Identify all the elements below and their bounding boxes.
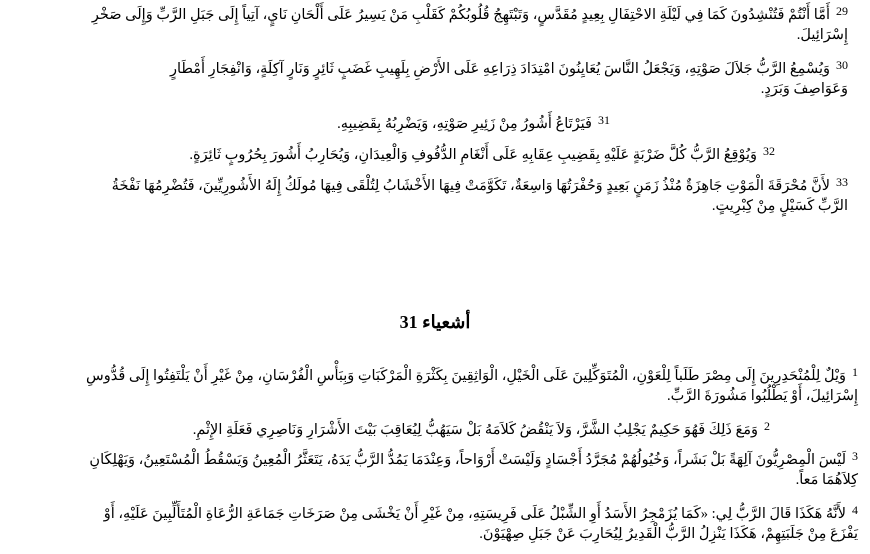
verse-29	[18, 1, 848, 45]
verse-line	[18, 79, 848, 99]
verse-1	[13, 362, 858, 406]
verse-number: 29	[836, 4, 848, 18]
verse-number: 4	[852, 503, 858, 517]
verse-number: 1	[852, 365, 858, 379]
verse-text: لَيْسَ الْمِصْرِيُّونَ آلِهَةً بَلْ بَشَراً، وَخُيُولُهُمْ مُجَرَّدُ أَجْسَادٍ وَلَيْسَتْ أَرْوَاحاً، وَعِنْدَمَا يَمُدُّ الرَّبُّ يَدَهُ، يَتَعَثَّرُ الْمُعِينُ وَيَسْقُطُ الْمُسْتَعِينُ، وَيَهْلِكَانِ	[89, 452, 846, 468]
verse-number: 3	[852, 449, 858, 463]
verse-number: 33	[836, 175, 848, 189]
verse-text: كِلاَهُمَا مَعاً.	[795, 472, 858, 488]
verse-line	[13, 362, 858, 386]
verse-2	[10, 416, 770, 440]
verse-text: يَفْزَعَ مِنْ جَلَبَتِهِمْ، هَكَذَا يَنْزِلُ الرَّبُّ الْقَدِيرُ لِيُحَارِبَ عَنْ جَبَلِ صِهْيَوْنَ.	[479, 526, 858, 542]
verse-text: وَمَعَ ذَلِكَ فَهُوَ حَكِيمٌ يَجْلِبُ الشَّرَّ، وَلاَ يَنْقُضُ كَلاَمَهُ بَلْ سَيَهُبُّ لِيُعَاقِبَ بَيْتَ الأَشْرَارِ وَنَاصِرِي فَعَلَةِ الإِثْمِ.	[192, 422, 758, 438]
verse-3	[13, 446, 858, 490]
verse-line	[10, 416, 770, 440]
verse-line	[13, 500, 858, 524]
verse-line	[18, 1, 848, 25]
verse-line	[10, 110, 610, 134]
verse-line	[18, 172, 848, 196]
verse-text: وَعَوَاصِفَ وَبَرَدٍ.	[760, 81, 848, 97]
verse-number: 32	[763, 144, 775, 158]
verse-4	[13, 500, 858, 544]
verse-text: أَمَّا أَنْتُمْ فَتُنْشِدُونَ كَمَا فِي لَيْلَةِ الاحْتِفَالِ بِعِيدٍ مُقَدَّسٍ، وَتَبْتَهِجُ قُلُوبُكُمْ كَقَلْبِ مَنْ يَسِيرُ عَلَى أَلْحَانِ نَايٍ، آتِياً إِلَى جَبَلِ الرَّبِّ وَإِلَى صَخْرِ	[91, 7, 830, 23]
verse-line	[18, 25, 848, 45]
verse-text: إِسْرَائِيلَ، أَوْ يَطْلُبُوا مَشُورَةَ الرَّبِّ.	[667, 388, 858, 404]
verse-number: 30	[836, 58, 848, 72]
verse-31	[10, 110, 610, 134]
verse-text: فَيَرْتَاعُ أَشُورُ مِنْ زَئِيرِ صَوْتِهِ، وَيَضْرِبُهُ بِقَضِيبِهِ.	[337, 116, 592, 132]
verse-line	[13, 470, 858, 490]
verse-line	[13, 446, 858, 470]
verse-line	[18, 55, 848, 79]
chapter-heading: أشعياء 31	[399, 312, 471, 332]
verse-line	[15, 141, 775, 165]
verse-30	[18, 55, 848, 99]
verse-32	[15, 141, 775, 165]
verse-text: لأَنَّهُ هَكَذَا قَالَ الرَّبُّ لِي: «كَمَا يُزَمْجِرُ الأَسَدُ أَوِ الشِّبْلُ عَلَى فَرِيسَتِهِ، مِنْ غَيْرِ أَنْ يَخْشَى مِنْ صَرَخَاتِ جَمَاعَةِ الرُّعَاةِ الْمُتَأَلِّبِينَ عَلَيْهِ، أَوْ	[103, 506, 846, 522]
verse-33	[18, 172, 848, 216]
verse-text: وَيُوْقِعُ الرَّبُّ كُلَّ ضَرْبَةٍ عَلَيْهِ بِقَضِيبِ عِقَابِهِ عَلَى أَنْغَامِ الدُّفُوفِ وَالْعِيدَانِ، وَيُحَارِبُ أَشُورَ بِحُرُوبٍ ثَائِرَةٍ.	[189, 147, 757, 163]
verse-number: 2	[764, 419, 770, 433]
verse-line	[18, 196, 848, 216]
verse-text: إِسْرَائِيلَ.	[796, 27, 848, 43]
verse-text: الرَّبِّ كَسَيْلٍ مِنْ كِبْرِيتٍ.	[711, 198, 848, 214]
verse-number: 31	[598, 113, 610, 127]
verse-text: وَيُسْمِعُ الرَّبُّ جَلاَلَ صَوْتِهِ، وَيَجْعَلُ النَّاسَ يُعَايِنُونَ امْتِدَادَ ذِرَاعِهِ عَلَى الأَرْضِ بِلَهِيبِ غَضَبٍ ثَائِرٍ وَنَارٍ آكِلَةٍ، وَانْفِجَارِ أَمْطَارٍ	[169, 61, 830, 77]
verse-line	[13, 524, 858, 544]
verse-text: وَيْلٌ لِلْمُنْحَدِرِينَ إِلَى مِصْرَ طَلَباً لِلْعَوْنِ، الْمُتَوَكِّلِينَ عَلَى الْخَيْلِ، الْوَاثِقِينَ بِكَثْرَةِ الْمَرْكَبَاتِ وَبِبَأْسِ الْفُرْسَانِ، مِنْ غَيْرِ أَنْ يَلْتَفِتُوا إِلَى قُدُّوسِ	[86, 368, 846, 384]
verse-line	[13, 386, 858, 406]
verse-text: لأَنَّ مُحْرَقَةَ الْمَوْتِ جَاهِزَةٌ مُنْذُ زَمَنٍ بَعِيدٍ وَحُفْرَتُهَا وَاسِعَةٌ، تَكَوَّمَتْ فِيهَا الأَخْشَابُ لِتُلْقَى فِيهَا مُولَكُ إِلَهُ الأَشُورِيِّينَ، فَتُضْرِمُهَا نَفْخَةُ	[111, 178, 830, 194]
